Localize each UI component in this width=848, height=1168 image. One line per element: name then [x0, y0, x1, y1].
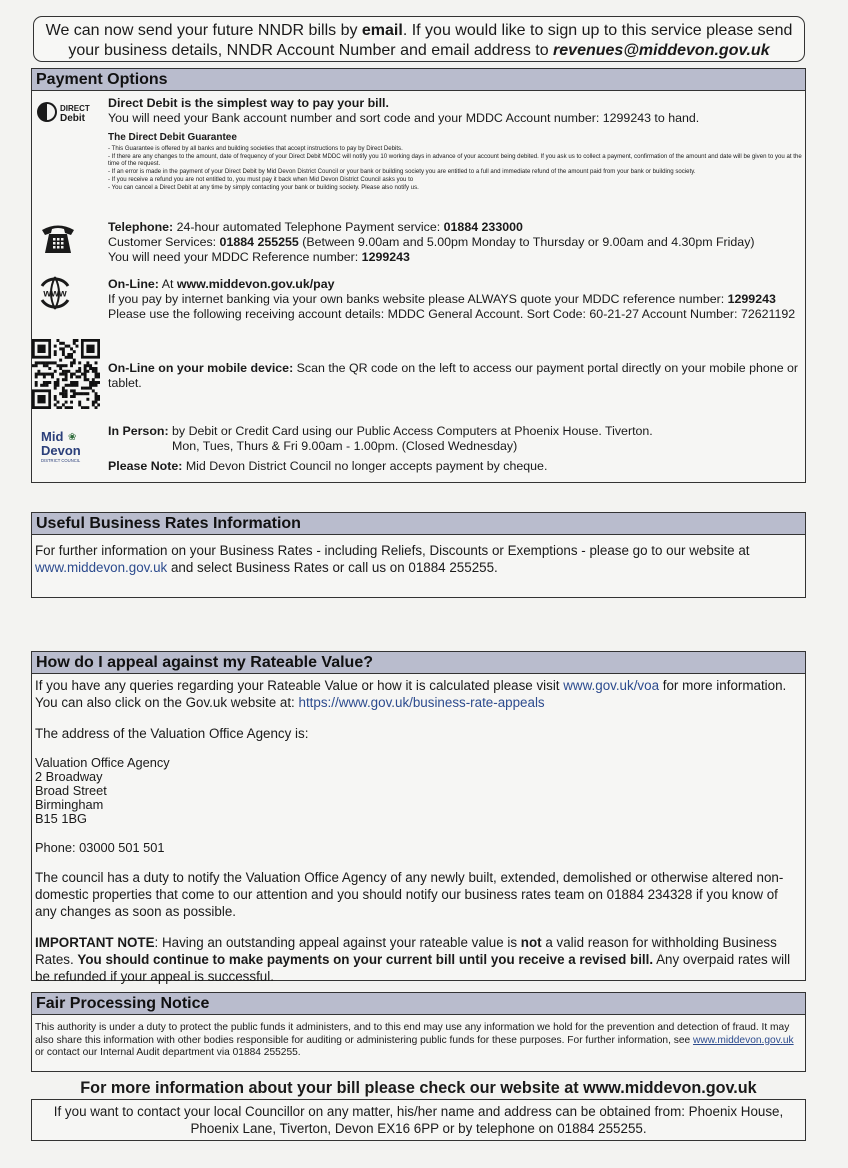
important-text-2: a valid reason for withholding Business Rates.: [35, 935, 777, 967]
footer-title: For more information about your bill please check our website at www.middevon.gov.uk: [80, 1079, 757, 1097]
svg-text:❀: ❀: [68, 432, 77, 443]
important-text: : Having an outstanding appeal against your rateable value is: [154, 935, 521, 950]
guarantee-item: - If an error is made in the payment of your Direct Debit by Mid Devon District Council or your bank or building society you are entitled to a full and immediate refund of the amount paid from your bank or building society.: [108, 168, 696, 176]
telephone-label: Telephone:: [108, 220, 174, 234]
mobile-label: On-Line on your mobile device:: [108, 361, 294, 375]
mobile-text: Scan the QR code on the left to access our payment portal directly on your mobile phone or tablet.: [108, 361, 799, 390]
voa-phone: Phone: 03000 501 501: [35, 840, 165, 855]
useful-info-text: [32, 535, 805, 576]
appeal-body: [32, 674, 805, 985]
online-block: [108, 277, 803, 322]
email-signup-notice: [33, 16, 805, 62]
guarantee-item: - If there are any changes to the amount, date of frequency of your Direct Debit MDDC will notify you 10 working days in advance of your account being debited. If you ask us to collect a payment, confirmation of the amount and date will be given to you at the time of the request.: [108, 152, 802, 168]
telephone-text: 24-hour automated Telephone Payment service:: [173, 220, 444, 234]
svg-text:DIRECT: DIRECT: [60, 104, 90, 113]
in-person-label: In Person:: [108, 424, 169, 438]
address-line: Valuation Office Agency: [35, 755, 170, 770]
pay-url-link[interactable]: www.middevon.gov.uk/pay: [176, 277, 335, 291]
useful-text: For further information on your Business Rates - including Reliefs, Discounts or Exemptions - please go to our website at: [35, 543, 750, 558]
in-person-block: [108, 424, 803, 474]
useful-info-heading: Useful Business Rates Information: [32, 513, 805, 535]
telephone-icon: [40, 221, 76, 255]
direct-debit-line: You will need your Bank account number and sort code and your MDDC Account number: 1299243 to hand.: [108, 111, 700, 125]
council-duty-text: The council has a duty to notify the Valuation Office Agency of any newly built, extended, demolished or otherwise altered non-domestic properties that come to our attention and you should notify our business rates team on 01884 234328 if you know of any changes as soon as possible.: [35, 870, 784, 919]
fair-processing-section: [31, 992, 806, 1072]
mid-devon-logo: [40, 427, 90, 467]
account-details-text: Please use the following receiving account details: MDDC General Account. Sort Code: 60-21-27 Account Number: 72621192: [108, 307, 796, 321]
direct-debit-logo: [36, 100, 98, 124]
address-line: 2 Broadway: [35, 769, 103, 784]
guarantee-item: - If you receive a refund you are not entitled to, you must pay it back when Mid Devon District Council asks you to: [108, 175, 414, 183]
online-reference-number: 1299243: [727, 292, 776, 306]
payment-qr-code[interactable]: [32, 339, 100, 409]
appeal-section: [31, 651, 806, 984]
customer-services-label: Customer Services:: [108, 235, 220, 249]
voa-address-intro: The address of the Valuation Office Agency is:: [35, 726, 309, 741]
direct-debit-block: [108, 96, 803, 191]
fair-text: This authority is under a duty to protect the public funds it administers, and to this end may use any information we hold for the prevention and detection of fraud. It may also share this information with other bodies responsible for auditing or administering public funds for these purposes. For further information, see: [35, 1022, 790, 1046]
rate-appeals-link[interactable]: https://www.gov.uk/business-rate-appeals: [298, 695, 545, 710]
guarantee-title: The Direct Debit Guarantee: [108, 132, 237, 143]
please-note-label: Please Note:: [108, 459, 183, 473]
telephone-block: [108, 220, 803, 265]
voa-address: [35, 756, 802, 826]
in-person-text: by Debit or Credit Card using our Public Access Computers at Phoenix House. Tiverton.: [168, 424, 653, 438]
revenues-email-address[interactable]: revenues@middevon.gov.uk: [553, 42, 770, 59]
councillor-contact-text: If you want to contact your local Councillor on any matter, his/her name and address can be obtained from: Phoenix House, Phoenix Lane, Tiverton, Devon EX16 6PP or by telephone on 01884 255255.: [53, 1104, 784, 1136]
reference-text: You will need your MDDC Reference number:: [108, 250, 362, 264]
svg-text:Devon: Devon: [41, 443, 81, 458]
important-note-label: IMPORTANT NOTE: [35, 935, 155, 950]
notice-text: We can now send your future NNDR bills by: [45, 22, 362, 39]
online-label: On-Line:: [108, 277, 159, 291]
important-not: not: [520, 935, 542, 950]
fair-processing-heading: Fair Processing Notice: [32, 993, 805, 1015]
svg-text:www: www: [43, 288, 67, 300]
fair-processing-text: [32, 1015, 805, 1060]
appeal-text: If you have any queries regarding your Rateable Value or how it is calculated please visit: [35, 678, 564, 693]
please-note-text: Mid Devon District Council no longer accepts payment by cheque.: [182, 459, 548, 473]
online-quote-text: If you pay by internet banking via your own banks website please ALWAYS quote your MDDC reference number:: [108, 292, 728, 306]
middevon-website-link[interactable]: www.middevon.gov.uk: [35, 560, 168, 575]
address-line: Broad Street: [35, 783, 107, 798]
svg-text:DISTRICT COUNCIL: DISTRICT COUNCIL: [41, 458, 81, 463]
important-bold-text: You should continue to make payments on your current bill until you receive a revised bill.: [77, 952, 654, 967]
fair-text-2: or contact our Internal Audit department via 01884 255255.: [35, 1047, 301, 1059]
reference-number: 1299243: [361, 250, 410, 264]
mobile-block: [108, 361, 803, 391]
telephone-number: 01884 233000: [443, 220, 523, 234]
councillor-contact-box: [31, 1099, 806, 1141]
important-note: [35, 934, 802, 985]
important-text-3: Any overpaid rates will be refunded if your appeal is successful.: [35, 952, 791, 984]
customer-services-hours: (Between 9.00am and 5.00pm Monday to Thursday or 9.00am and 4.30pm Friday): [298, 235, 755, 249]
online-text: At: [158, 277, 177, 291]
appeal-heading: How do I appeal against my Rateable Value?: [32, 652, 805, 674]
notice-text-2: . If you would like to sign up to this service please send your business details, NNDR Account Number and email address to: [68, 22, 793, 59]
in-person-hours: Mon, Tues, Thurs & Fri 9.00am - 1.00pm. (Closed Wednesday): [172, 439, 518, 453]
address-line: B15 1BG: [35, 811, 87, 826]
guarantee-item: - You can cancel a Direct Debit at any time by simply contacting your bank or building society. Please also notify us.: [108, 183, 419, 191]
www-globe-icon: [37, 275, 73, 311]
payment-options-heading: Payment Options: [32, 69, 805, 91]
notice-email-word: email: [361, 22, 403, 39]
payment-options-section: [31, 68, 806, 483]
appeal-text-2: for more information. You can also click on the Gov.uk website at:: [35, 678, 787, 710]
svg-text:Debit: Debit: [60, 113, 85, 124]
svg-text:Mid: Mid: [41, 429, 64, 444]
guarantee-list: [108, 145, 803, 191]
voa-link[interactable]: www.gov.uk/voa: [563, 678, 660, 693]
useful-text-2: and select Business Rates or call us on 01884 255255.: [167, 560, 498, 575]
guarantee-item: - This Guarantee is offered by all banks and building societies that accept instructions to pay by Direct Debits.: [108, 145, 403, 152]
fair-website-link[interactable]: www.middevon.gov.uk: [693, 1034, 794, 1046]
customer-services-number: 01884 255255: [219, 235, 299, 249]
direct-debit-title: Direct Debit is the simplest way to pay your bill.: [108, 96, 389, 110]
useful-info-section: [31, 512, 806, 598]
address-line: Birmingham: [35, 797, 104, 812]
